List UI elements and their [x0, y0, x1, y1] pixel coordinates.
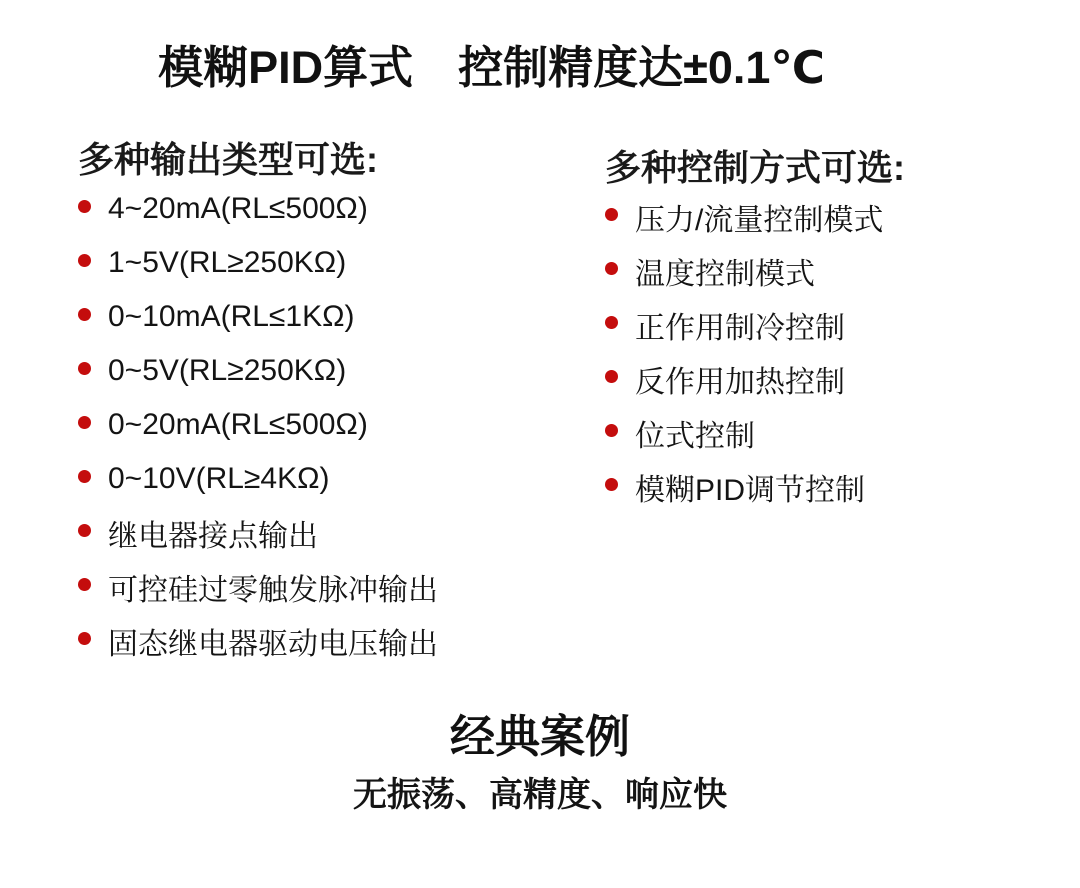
control-modes-section — [605, 146, 905, 514]
list-item-label: 位式控制 — [635, 419, 755, 453]
bullet-icon — [605, 424, 618, 437]
bullet-icon — [78, 308, 91, 321]
control-modes-heading: 多种控制方式可选: — [605, 146, 905, 188]
product-spec-page — [0, 42, 1080, 888]
classic-cases-heading: 经典案例 — [449, 710, 630, 762]
list-item-label: 压力/流量控制模式 — [635, 203, 884, 237]
list-item — [605, 190, 905, 244]
page-title: 模糊PID算式 控制精度达±0.1℃ — [158, 42, 825, 93]
list-item — [78, 452, 540, 506]
list-item-label: 模糊PID调节控制 — [635, 473, 866, 507]
list-item — [78, 614, 540, 668]
classic-cases-section — [0, 710, 1080, 816]
list-item-label: 0~10mA(RL≤1KΩ) — [108, 299, 355, 333]
list-item — [605, 352, 905, 406]
list-item-label: 反作用加热控制 — [635, 365, 845, 399]
list-item — [78, 398, 540, 452]
list-item — [605, 244, 905, 298]
control-modes-list — [605, 190, 905, 514]
bullet-icon — [78, 470, 91, 483]
list-item — [78, 182, 540, 236]
bullet-icon — [605, 262, 618, 275]
list-item-label: 温度控制模式 — [635, 257, 815, 291]
bullet-icon — [605, 370, 618, 383]
list-item — [605, 460, 905, 514]
list-item-label: 4~20mA(RL≤500Ω) — [108, 191, 368, 225]
feature-columns — [0, 138, 1080, 668]
list-item — [605, 406, 905, 460]
list-item — [78, 560, 540, 614]
bullet-icon — [78, 200, 91, 213]
classic-cases-subtitle: 无振荡、高精度、响应快 — [353, 775, 727, 814]
list-item-label: 继电器接点输出 — [108, 519, 318, 553]
bullet-icon — [605, 316, 618, 329]
bullet-icon — [605, 478, 618, 491]
list-item-label: 1~5V(RL≥250KΩ) — [108, 245, 347, 279]
list-item-label: 固态继电器驱动电压输出 — [108, 627, 438, 661]
list-item — [78, 236, 540, 290]
output-types-heading: 多种输出类型可选: — [78, 138, 378, 180]
list-item-label: 正作用制冷控制 — [635, 311, 845, 345]
bullet-icon — [78, 524, 91, 537]
list-item-label: 0~20mA(RL≤500Ω) — [108, 407, 368, 441]
list-item-label: 0~10V(RL≥4KΩ) — [108, 461, 330, 495]
output-types-section — [78, 138, 540, 668]
bullet-icon — [605, 208, 618, 221]
list-item — [78, 506, 540, 560]
output-types-list — [78, 182, 540, 668]
list-item — [78, 344, 540, 398]
list-item-label: 可控硅过零触发脉冲输出 — [108, 573, 438, 607]
list-item — [78, 290, 540, 344]
bullet-icon — [78, 362, 91, 375]
list-item-label: 0~5V(RL≥250KΩ) — [108, 353, 347, 387]
bullet-icon — [78, 578, 91, 591]
bullet-icon — [78, 416, 91, 429]
bullet-icon — [78, 254, 91, 267]
list-item — [605, 298, 905, 352]
bullet-icon — [78, 632, 91, 645]
